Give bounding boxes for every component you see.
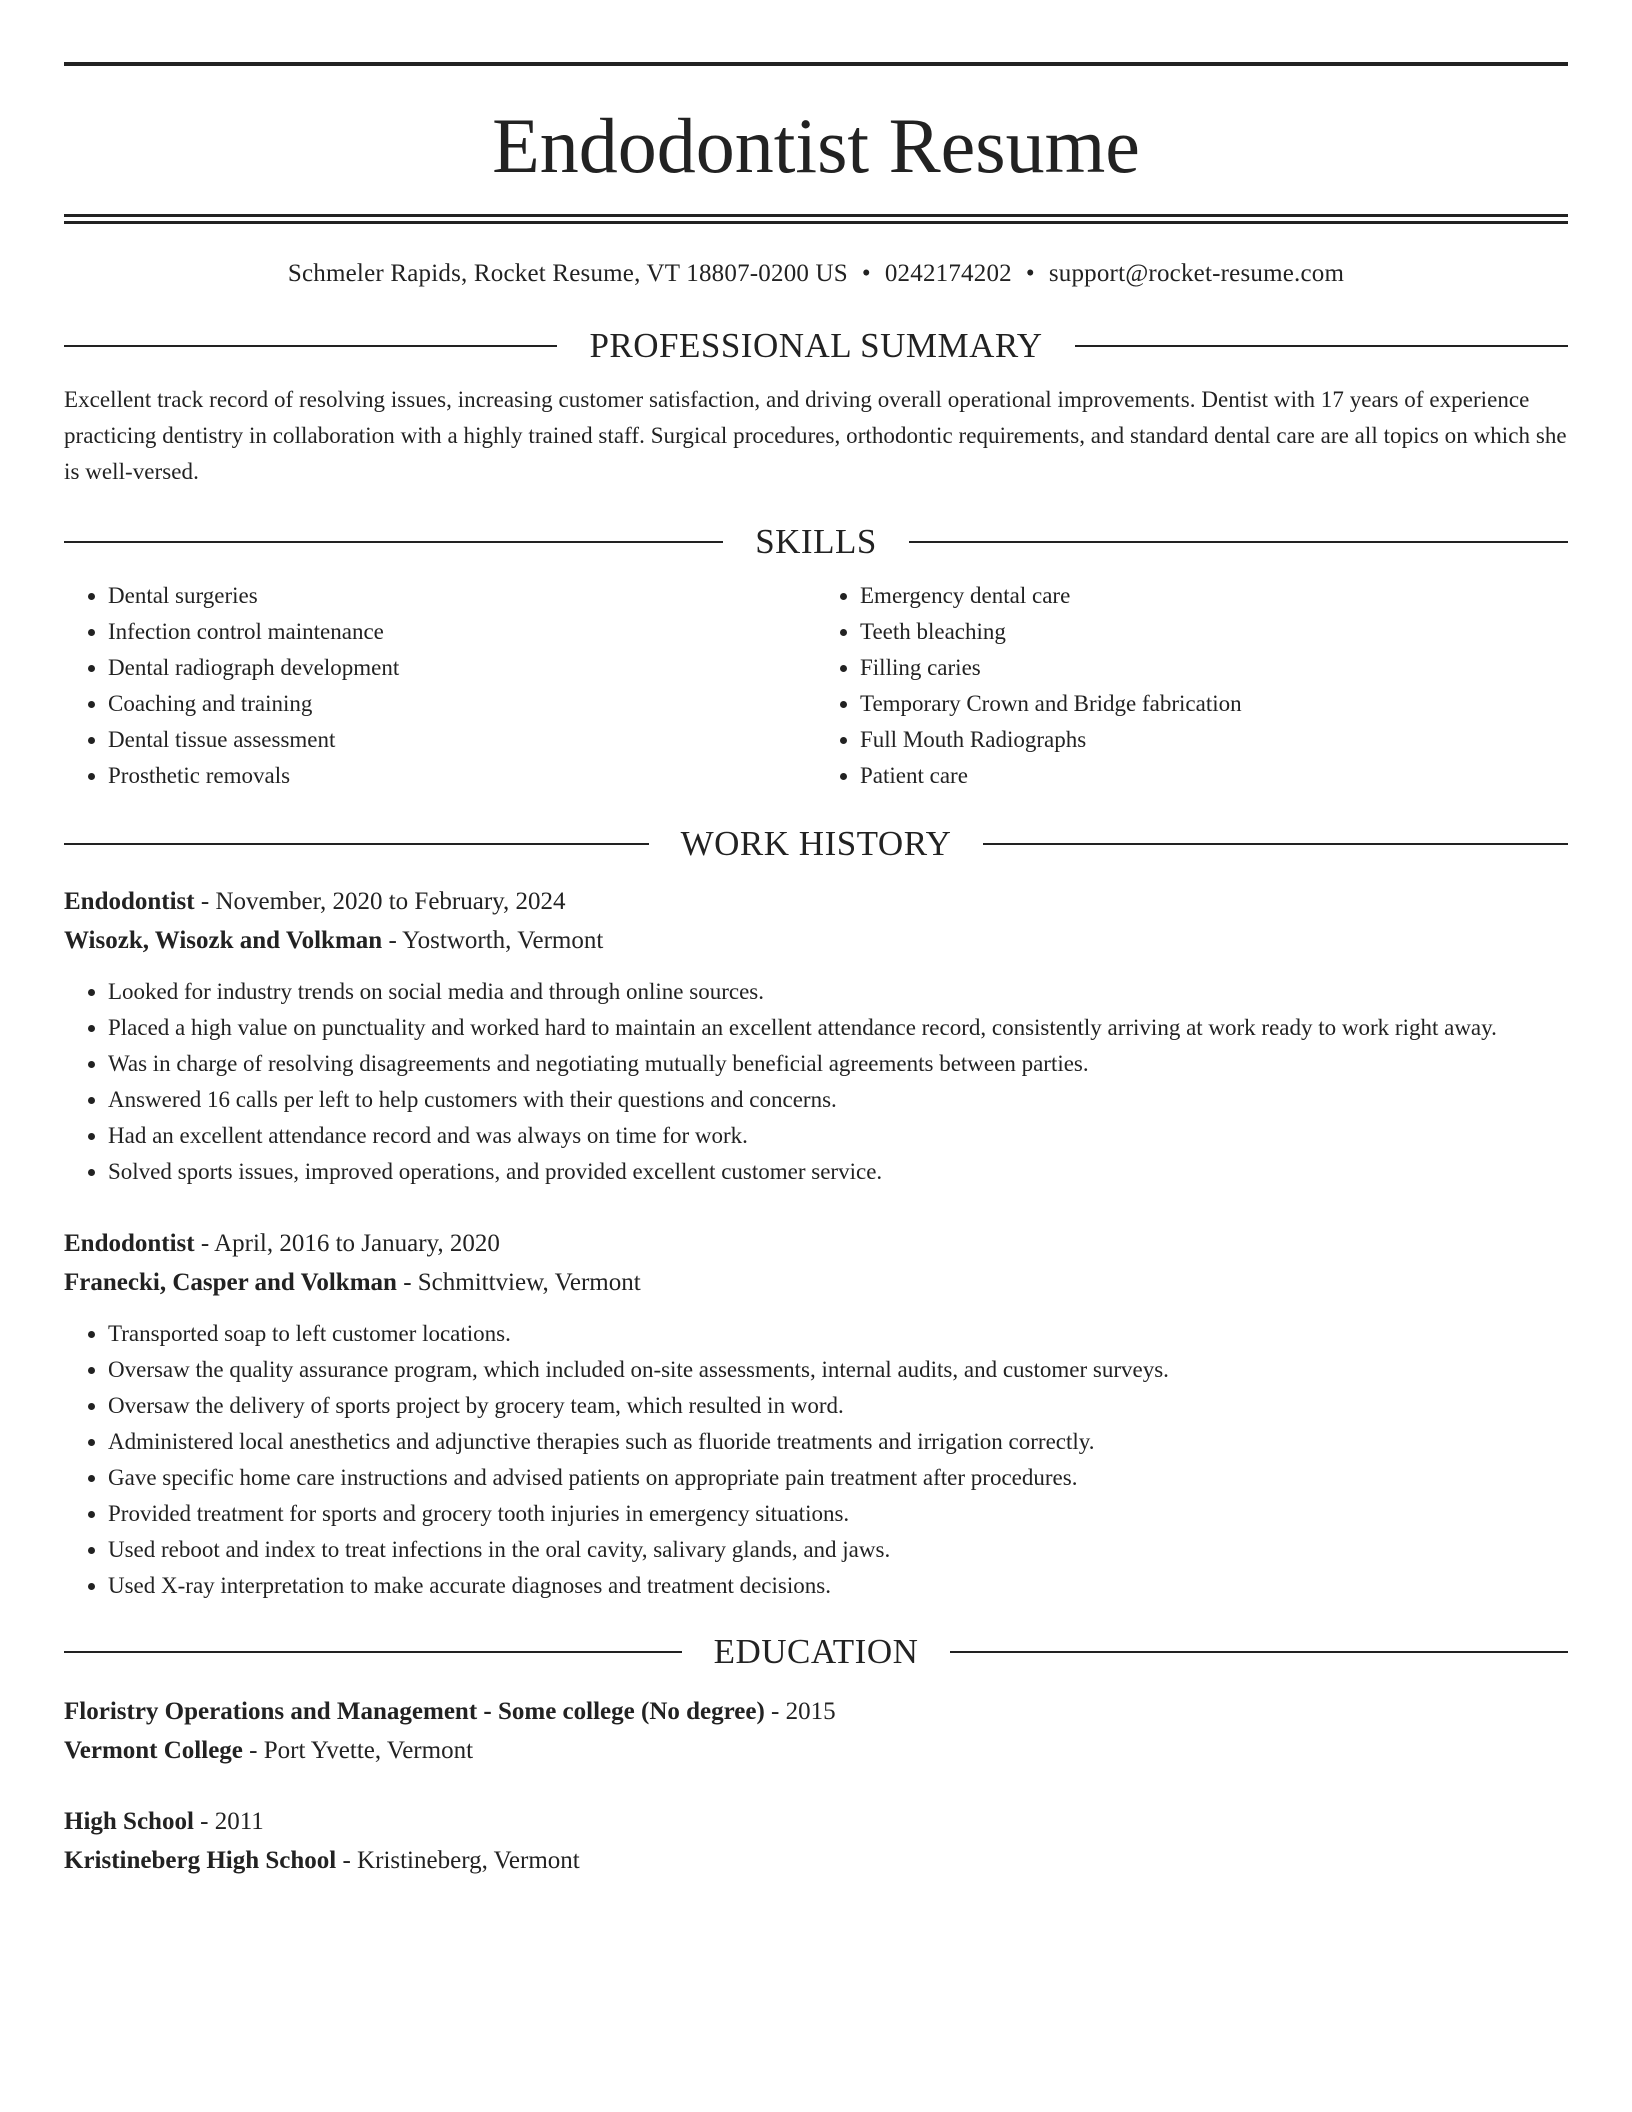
job-company-line <box>64 1263 1568 1302</box>
heading-rule-right <box>983 843 1568 845</box>
edu-school-line <box>64 1841 1568 1880</box>
edu-school: Kristineberg High School <box>64 1847 337 1874</box>
section-title: WORK HISTORY <box>680 824 952 863</box>
job-bullet: • Oversaw the quality assurance program, which included on-site assessments, internal audits, and customer surveys. <box>108 1352 1568 1388</box>
edu-location: - Port Yvette, Vermont <box>242 1737 474 1764</box>
skill-item: • Teeth bleaching <box>860 614 1568 650</box>
heading-rule-right <box>950 1651 1568 1653</box>
job-title-line <box>64 1224 1568 1263</box>
edu-school: Vermont College <box>64 1737 243 1764</box>
job-title: Endodontist <box>64 1230 195 1257</box>
heading-rule-left <box>64 843 649 845</box>
section-heading-work <box>64 822 1568 866</box>
heading-rule-right <box>1075 345 1568 347</box>
heading-rule-left <box>64 541 723 543</box>
job-location: - Schmittview, Vermont <box>396 1269 641 1296</box>
job-bullet: • Provided treatment for sports and grocery tooth injuries in emergency situations. <box>108 1496 1568 1532</box>
education-entry <box>64 1692 1568 1770</box>
skill-item: • Full Mouth Radiographs <box>860 722 1568 758</box>
job-dates: - November, 2020 to February, 2024 <box>194 888 566 915</box>
job-dates: - April, 2016 to January, 2020 <box>194 1230 500 1257</box>
skill-item: • Emergency dental care <box>860 578 1568 614</box>
job-bullets <box>64 1316 1568 1604</box>
job-location: - Yostworth, Vermont <box>382 927 604 954</box>
job-bullet: • Looked for industry trends on social media and through online sources. <box>108 974 1568 1010</box>
section-title: SKILLS <box>755 522 877 561</box>
skills-list-left <box>64 578 816 794</box>
edu-degree: Floristry Operations and Management - Some college (No degree) <box>64 1698 765 1725</box>
edu-school-line <box>64 1731 1568 1770</box>
section-heading-skills <box>64 520 1568 564</box>
heading-rule-left <box>64 345 557 347</box>
job-bullet: • Oversaw the delivery of sports project by grocery team, which resulted in word. <box>108 1388 1568 1424</box>
summary-paragraph: Excellent track record of resolving issues, increasing customer satisfaction, and driving overall operational improvements. Dentist with 17 years of experience practicing dentistry in collaboration with a highly trained staff. Surgical procedures, orthodontic requirements, and standard dental care are all topics on which she is well-versed. <box>64 387 1567 484</box>
heading-rule-right <box>909 541 1568 543</box>
edu-year: - 2011 <box>193 1808 264 1835</box>
skill-item: • Temporary Crown and Bridge fabrication <box>860 686 1568 722</box>
edu-degree-line <box>64 1692 1568 1731</box>
skill-item: • Dental surgeries <box>108 578 816 614</box>
contact-separator: • <box>1025 260 1035 287</box>
job-bullet: • Used reboot and index to treat infections in the oral cavity, salivary glands, and jaws. <box>108 1532 1568 1568</box>
contact-email: support@rocket-resume.com <box>1048 260 1345 287</box>
title-double-rule <box>64 214 1568 224</box>
job-company-line <box>64 921 1568 960</box>
job-entry <box>64 882 1568 1190</box>
skill-item: • Patient care <box>860 758 1568 794</box>
top-rule <box>64 62 1568 66</box>
skill-item: • Coaching and training <box>108 686 816 722</box>
section-title: EDUCATION <box>713 1632 919 1671</box>
job-bullet: • Had an excellent attendance record and was always on time for work. <box>108 1118 1568 1154</box>
job-title: Endodontist <box>64 888 195 915</box>
skill-item: • Prosthetic removals <box>108 758 816 794</box>
job-bullet: • Answered 16 calls per left to help customers with their questions and concerns. <box>108 1082 1568 1118</box>
skills-list-right <box>816 578 1568 794</box>
job-bullet: • Was in charge of resolving disagreements and negotiating mutually beneficial agreements between parties. <box>108 1046 1568 1082</box>
contact-line <box>64 258 1568 290</box>
education-entry <box>64 1802 1568 1880</box>
edu-year: - 2015 <box>764 1698 836 1725</box>
job-bullet: • Placed a high value on punctuality and worked hard to maintain an excellent attendance record, consistently arriving at work ready to work right away. <box>108 1010 1568 1046</box>
job-bullet: • Administered local anesthetics and adjunctive therapies such as fluoride treatments and irrigation correctly. <box>108 1424 1568 1460</box>
contact-address: Schmeler Rapids, Rocket Resume, VT 18807-0200 US <box>287 260 848 287</box>
job-company: Wisozk, Wisozk and Volkman <box>64 927 383 954</box>
contact-phone: 0242174202 <box>884 260 1012 287</box>
skill-item: • Infection control maintenance <box>108 614 816 650</box>
edu-location: - Kristineberg, Vermont <box>336 1847 580 1874</box>
section-heading-education <box>64 1630 1568 1674</box>
job-bullet: • Gave specific home care instructions and advised patients on appropriate pain treatment after procedures. <box>108 1460 1568 1496</box>
section-heading-summary <box>64 324 1568 368</box>
contact-separator: • <box>861 260 871 287</box>
skill-item: • Dental tissue assessment <box>108 722 816 758</box>
heading-rule-left <box>64 1651 682 1653</box>
job-bullet: • Used X-ray interpretation to make accurate diagnoses and treatment decisions. <box>108 1568 1568 1604</box>
edu-degree-line <box>64 1802 1568 1841</box>
edu-degree: High School <box>64 1808 194 1835</box>
job-company: Franecki, Casper and Volkman <box>64 1269 397 1296</box>
job-bullet: • Solved sports issues, improved operations, and provided excellent customer service. <box>108 1154 1568 1190</box>
job-entry <box>64 1224 1568 1604</box>
skill-item: • Dental radiograph development <box>108 650 816 686</box>
job-bullets <box>64 974 1568 1190</box>
skills-columns <box>64 578 1568 794</box>
job-title-line <box>64 882 1568 921</box>
page-title: Endodontist Resume <box>492 102 1140 189</box>
section-title: PROFESSIONAL SUMMARY <box>589 326 1043 365</box>
skill-item: • Filling caries <box>860 650 1568 686</box>
job-bullet: • Transported soap to left customer locations. <box>108 1316 1568 1352</box>
